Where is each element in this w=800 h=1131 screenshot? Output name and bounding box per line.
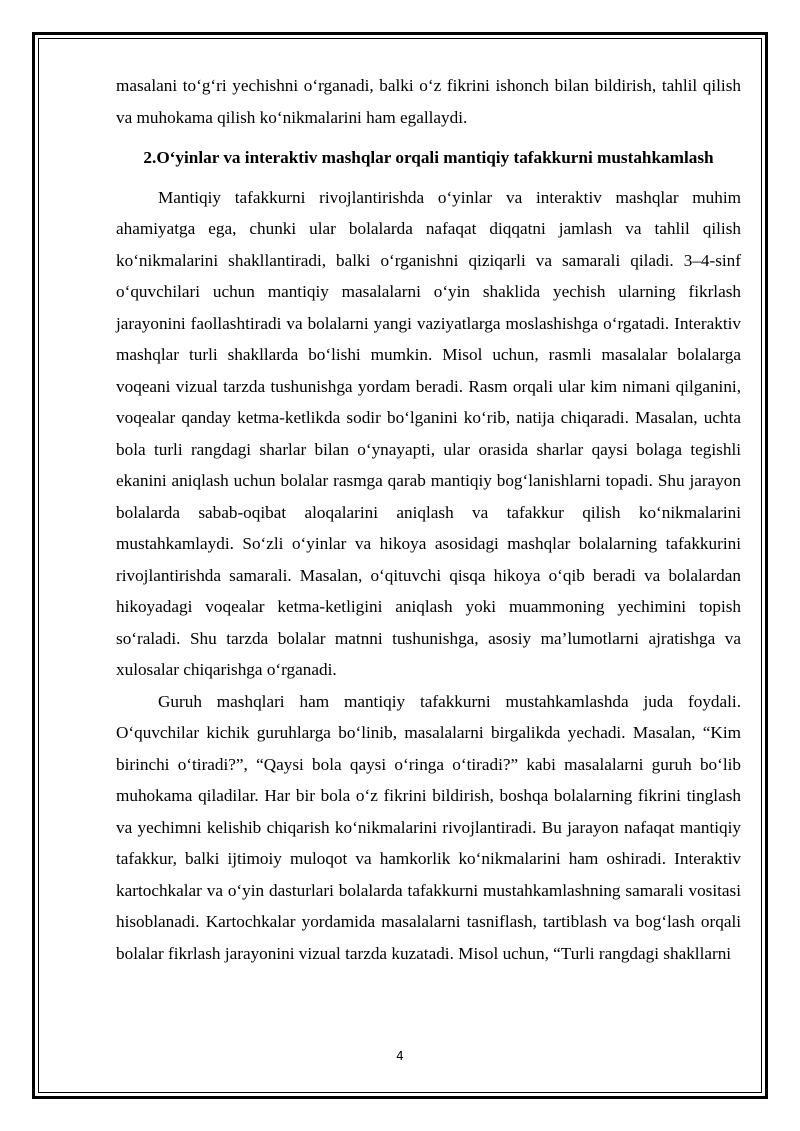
paragraph: Mantiqiy tafakkurni rivojlantirishda o‘yinlar va interaktiv mashqlar muhim ahamiyatga ega, chunki ular bolalarda nafaqat diqqatni jamlash va tahlil qilish ko‘nikmalarini shakllantiradi, balki o‘rganishni qiziqarli va samarali qiladi. 3–4-sinf o‘quvchilari uchun mantiqiy masalalarni o‘yin shaklida yechish ularning fikrlash jarayonini faollashtiradi va bolalarni yangi vaziyatlarga moslashishga o‘rgatadi. Interaktiv mashqlar turli shakllarda bo‘lishi mumkin. Misol uchun, rasmli masalalar bolalarga voqeani vizual tarzda tushunishga yordam beradi. Rasm orqali ular kim nimani qilganini, voqealar qanday ketma-ketlikda sodir bo‘lganini ko‘rib, natija chiqaradi. Masalan, uchta bola turli rangdagi sharlar bilan o‘ynayapti, ular orasida sharlar qaysi bolaga tegishli ekanini aniqlash uchun bolalar rasmga qarab mantiqiy bog‘lanishlarni topadi. Shu jarayon bolalarda sabab-oqibat aloqalarini aniqlash va tafakkur qilish ko‘nikmalarini mustahkamlaydi. So‘zli o‘yinlar va hikoya asosidagi mashqlar bolalarning tafakkurini rivojlantirishda samarali. Masalan, o‘qituvchi qisqa hikoya o‘qib beradi va bolalardan hikoyadagi voqealar ketma-ketligini aniqlash yoki muammoning yechimini topish so‘raladi. Shu tarzda bolalar matnni tushunishga, asosiy ma’lumotlarni ajratishga va xulosalar chiqarishga o‘rganadi. bbox=[116, 187, 741, 679]
page-content bbox=[116, 70, 741, 969]
paragraph: Guruh mashqlari ham mantiqiy tafakkurni mustahkamlashda juda foydali. O‘quvchilar kichik guruhlarga bo‘linib, masalalarni birgalikda yechadi. Masalan, “Kim birinchi o‘tiradi?”, “Qaysi bola qaysi o‘ringa o‘tiradi?” kabi masalalarni guruh bo‘lib muhokama qiladilar. Har bir bola o‘z fikrini bildirish, boshqa bolalarning fikrini tinglash va yechimni kelishib chiqarish ko‘nikmalarini rivojlantiradi. Bu jarayon nafaqat mantiqiy tafakkur, balki ijtimoiy muloqot va hamkorlik ko‘nikmalarini ham oshiradi. Interaktiv kartochkalar va o‘yin dasturlari bolalarda tafakkurni mustahkamlashning samarali vositasi hisoblanadi. Kartochkalar yordamida masalalarni tasniflash, tartiblash va bog‘lash orqali bolalar fikrlash jarayonini vizual tarzda kuzatadi. Misol uchun, “Turli rangdagi shakllarni bbox=[116, 691, 741, 963]
section-heading: 2.O‘yinlar va interaktiv mashqlar orqali mantiqiy tafakkurni mustahkamlash bbox=[143, 148, 714, 167]
page-number: 4 bbox=[396, 1049, 404, 1063]
paragraph-continued: masalani to‘g‘ri yechishni o‘rganadi, balki o‘z fikrini ishonch bilan bildirish, tahlil qilish va muhokama qilish ko‘nikmalarini ham egallaydi. bbox=[116, 76, 741, 127]
